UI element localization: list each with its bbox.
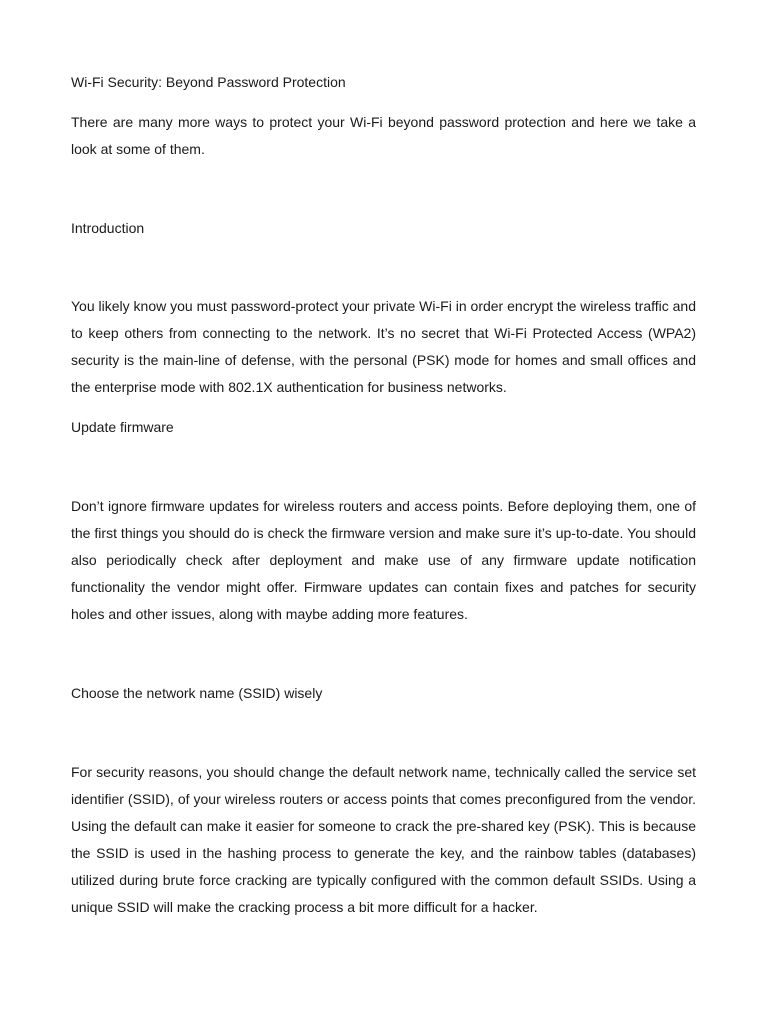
intro-paragraph: There are many more ways to protect your Wi-Fi beyond password protection and here we take a look at some of them. <box>71 114 696 157</box>
section-body-choose-ssid: For security reasons, you should change the default network name, technically called the service set identifier (SSID), of your wireless routers or access points that comes preconfigured from the vendor. Using the default can make it easier for someone to crack the pre-shared key (PSK). This is because the SSID is used in the hashing process to generate the key, and the rainbow tables (databases) utilized during brute force cracking are typically configured with the common default SSIDs. Using a unique SSID will make the cracking process a bit more difficult for a hacker. <box>71 764 696 915</box>
section-body-update-firmware: Don’t ignore firmware updates for wireless routers and access points. Before deploying them, one of the first things you should do is check the firmware version and make sure it’s up-to-date. You should also periodically check after deployment and make use of any firmware update notification functionality the vendor might offer. Firmware updates can contain fixes and patches for security holes and other issues, along with maybe adding more features. <box>71 498 696 622</box>
section-body-introduction: You likely know you must password-protect your private Wi-Fi in order encrypt the wireless traffic and to keep others from connecting to the network. It’s no secret that Wi-Fi Protected Access (WPA2) security is the main-line of defense, with the personal (PSK) mode for homes and small offices and the enterprise mode with 802.1X authentication for business networks. <box>71 298 696 395</box>
document-title: Wi-Fi Security: Beyond Password Protection <box>71 74 346 90</box>
section-heading-update-firmware: Update firmware <box>71 419 174 435</box>
section-heading-choose-ssid: Choose the network name (SSID) wisely <box>71 685 323 701</box>
section-heading-introduction: Introduction <box>71 220 145 236</box>
